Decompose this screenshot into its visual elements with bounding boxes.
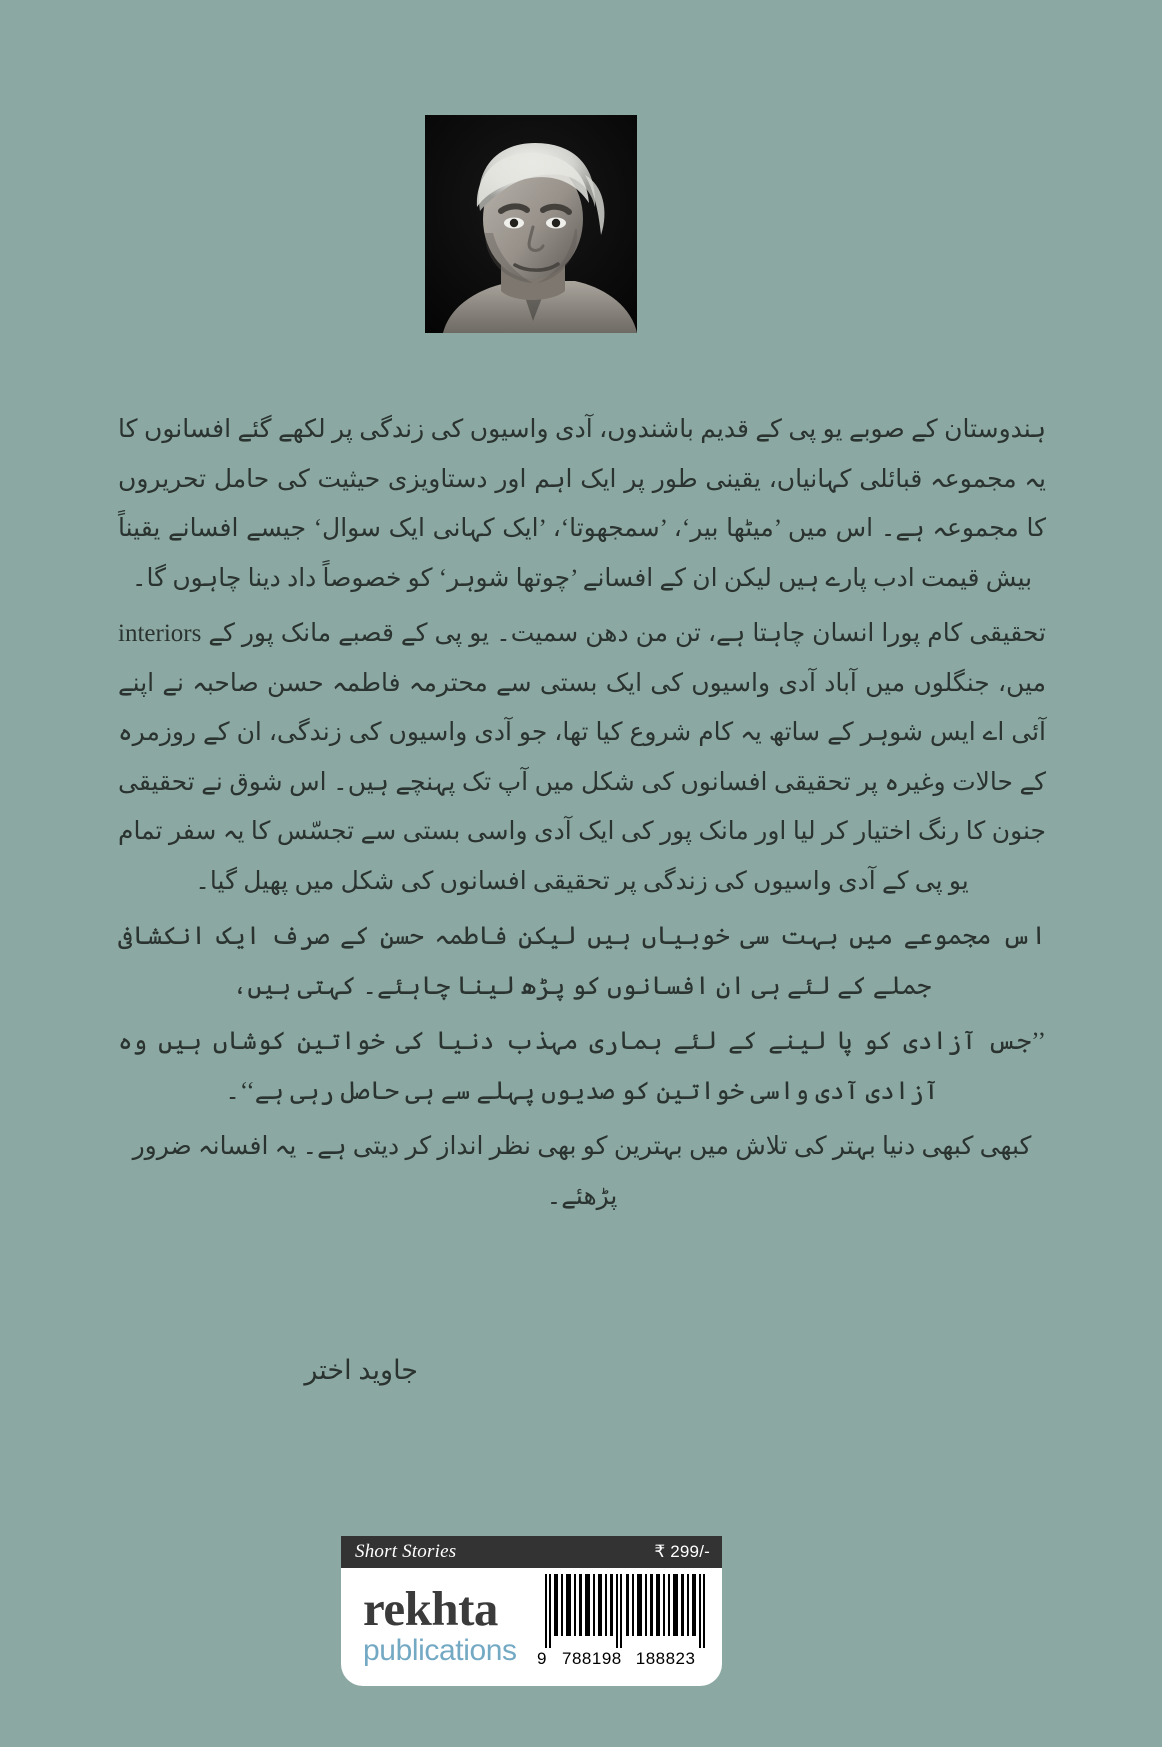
genre-price-bar bbox=[341, 1536, 722, 1568]
isbn-group-2: 188823 bbox=[635, 1649, 696, 1668]
genre-label: Short Stories bbox=[355, 1541, 457, 1562]
blurb-closing: کبھی کبھی دنیا بہتر کی تلاش میں بہترین کو بھی نظر انداز کر دیتی ہے۔ یہ افسانہ ضرور پڑھئے۔ bbox=[132, 1133, 1032, 1210]
logo-wordmark-secondary: publications bbox=[363, 1633, 517, 1667]
price-label: ₹ 299/- bbox=[654, 1542, 710, 1561]
author-signature: جاوید اختر bbox=[304, 1355, 418, 1385]
publisher-card bbox=[341, 1568, 722, 1686]
blurb-text bbox=[118, 405, 1046, 1227]
barcode-bars-icon bbox=[537, 1574, 709, 1648]
blurb-paragraph: اس مجموعے میں بہت سی خوبیاں ہیں لیکن فاطمہ حسن کے صرف ایک انکشافی جملے کے لئے ہی ان افسانوں کو پڑھ لینا چاہئے۔ کہتی ہیں، bbox=[118, 923, 1046, 1000]
rekhta-publications-logo bbox=[363, 1581, 543, 1667]
blurb-paragraph: تحقیقی کام پورا انسان چاہتا ہے، تن من دھن سمیت۔ یو پی کے قصبے مانک پور کے interiors میں، جنگلوں میں آباد آدی واسیوں کی ایک بستی سے محترمہ فاطمہ حسن صاحبہ نے اپنے آئی اے ایس شوہر کے ساتھ یہ کام شروع کیا تھا، جو آدی واسیوں کی زندگی، ان کے روزمرہ کے حالات وغیرہ پر تحقیقی افسانوں کی شکل میں آپ تک پہنچے ہیں۔ اس شوق نے تحقیقی جنون کا رنگ اختیار کر لیا اور مانک پور کی ایک آدی واسی بستی سے تجسّس کا یہ سفر تمام یو پی کے آدی واسیوں کی زندگی پر تحقیقی افسانوں کی شکل میں پھیل گیا۔ bbox=[118, 620, 1046, 895]
author-portrait-image bbox=[425, 115, 637, 333]
isbn-group-1: 788198 bbox=[562, 1649, 622, 1668]
isbn-digits bbox=[537, 1649, 709, 1669]
publisher-panel bbox=[341, 1536, 722, 1692]
blurb-paragraph: ہندوستان کے صوبے یو پی کے قدیم باشندوں، آدی واسیوں کی زندگی پر لکھے گئے افسانوں کا یہ مجموعہ قبائلی کہانیاں، یقینی طور پر ایک اہم اور دستاویزی حیثیت کی حامل تحریروں کا مجموعہ ہے۔ اس میں ’میٹھا بیر‘، ’سمجھوتا‘، ’ایک کہانی ایک سوال‘ جیسے افسانے یقیناً بیش قیمت ادب پارے ہیں لیکن ان کے افسانے ’چوتھا شوہر‘ کو خصوصاً داد دینا چاہوں گا۔ bbox=[118, 416, 1046, 592]
blurb-quote: ’’جس آزادی کو پا لینے کے لئے ہماری مہذب دنیا کی خواتین کوشاں ہیں وہ آزادی آدی واسی خواتین کو صدیوں پہلے سے ہی حاصل رہی ہے‘‘۔ bbox=[118, 1028, 1046, 1105]
logo-wordmark-primary: rekhta bbox=[363, 1581, 498, 1636]
isbn-barcode bbox=[537, 1574, 709, 1669]
author-portrait-photo bbox=[425, 115, 637, 333]
isbn-lead-digit: 9 bbox=[537, 1649, 547, 1668]
